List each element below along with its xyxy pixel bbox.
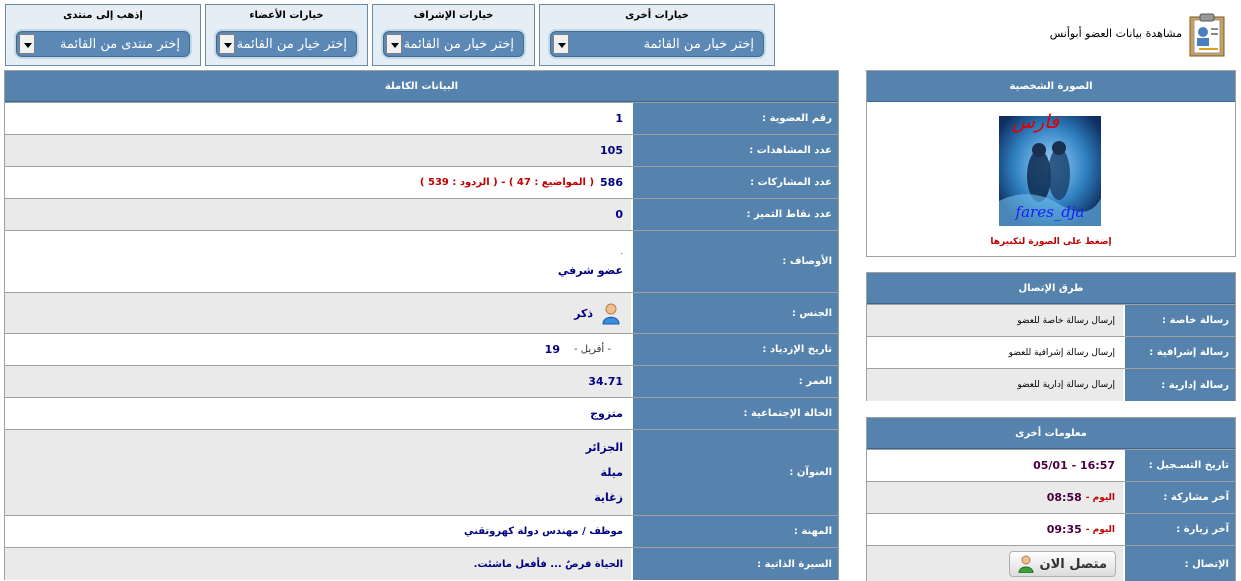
gender-label: الجنس : [631, 293, 838, 333]
other-info-panel [866, 417, 1236, 581]
birthday-value-cell [5, 334, 631, 365]
job-label: المهنة : [631, 516, 838, 547]
gender-row [5, 292, 838, 333]
age-row [5, 365, 838, 397]
gender-value-cell [5, 293, 631, 333]
contact-title: طرق الإتصال [867, 273, 1235, 304]
last-visit-prefix: اليوم - [1085, 524, 1115, 535]
private-message-label: رسالة خاصة : [1123, 305, 1235, 336]
other-info-title: معلومات أخرى [867, 418, 1235, 449]
last-visit-row [867, 513, 1235, 545]
address-country: الجزائر [585, 441, 623, 454]
last-post-row [867, 481, 1235, 513]
other-options-select[interactable] [548, 29, 766, 59]
posts-breakdown: ( المواضيع : 47 ) - ( الردود : 539 ) [419, 177, 595, 188]
points-label: عدد نقاط التميز : [631, 199, 838, 230]
status-row [867, 545, 1235, 581]
member-no-row [5, 102, 838, 134]
last-visit-value-cell [867, 514, 1123, 545]
avatar-panel [866, 70, 1236, 257]
job-row [5, 515, 838, 547]
avatar-overlay-bottom: fares_dja [1015, 203, 1085, 221]
address-state: ميلة [600, 466, 623, 479]
bio-label: السيرة الذاتية : [631, 548, 838, 580]
gender-value: ذكر [574, 306, 593, 320]
status-label: الإتصال : [1123, 546, 1235, 581]
registered-label: تاريخ التسـجيل : [1123, 450, 1235, 481]
last-visit-label: آخر زيارة : [1123, 514, 1235, 545]
age-label: العمر : [631, 366, 838, 397]
points-value: 0 [615, 208, 623, 221]
member-options-title: خيارات الأعضاء [249, 10, 324, 21]
member-options-select[interactable] [214, 29, 359, 59]
address-value-cell [5, 430, 631, 515]
posts-row [5, 166, 838, 198]
status-value-cell [867, 546, 1123, 581]
moderation-message-label: رسالة إشرافية : [1123, 337, 1235, 368]
other-options-select-value: إختر خيار من القائمة [643, 37, 754, 52]
views-label: عدد المشاهدات : [631, 135, 838, 166]
age-value: 34.71 [588, 375, 623, 388]
member-no-value: 1 [615, 112, 623, 125]
online-status-badge [1009, 551, 1116, 577]
marital-value: متزوج [590, 407, 623, 420]
moderation-options-select[interactable] [381, 29, 526, 59]
avatar-title: الصورة الشخصية [867, 71, 1235, 102]
chevron-down-icon[interactable] [553, 34, 569, 54]
views-value: 105 [600, 144, 623, 157]
titles-value: عضو شرفي [557, 263, 623, 277]
posts-value-cell [5, 167, 631, 198]
job-value: موظف / مهندس دولة كهروتقني [464, 526, 623, 537]
forum-jump-select-value: إختر منتدى من القائمة [59, 37, 180, 52]
posts-label: عدد المشاركات : [631, 167, 838, 198]
moderation-options-select-value: إختر خيار من القائمة [403, 37, 514, 52]
member-options-select-value: إختر خيار من القائمة [236, 37, 347, 52]
full-data-panel [4, 70, 839, 580]
send-private-message-link[interactable]: إرسال رسالة خاصة للعضو [1017, 315, 1115, 326]
user-male-icon [599, 301, 623, 325]
send-admin-message-link[interactable]: إرسال رسالة إدارية للعضو [1017, 380, 1115, 390]
registered-row [867, 449, 1235, 481]
last-post-time: 08:58 [1046, 491, 1082, 504]
titles-dot: . [620, 246, 623, 256]
birthday-day: 19 [544, 343, 560, 356]
avatar-caption[interactable]: إضغط على الصورة لتكبيرها [990, 237, 1112, 247]
birthday-label: تاريخ الإزدياد : [631, 334, 838, 365]
chevron-down-icon[interactable] [386, 34, 402, 54]
registered-value: 16:57 - 05/01 [1033, 459, 1115, 472]
address-city: زغاية [594, 491, 623, 504]
admin-message-label: رسالة إدارية : [1123, 369, 1235, 401]
page-title: مشاهدة بيانات العضو أبوأنس [1049, 27, 1182, 40]
moderation-options-box [372, 4, 535, 66]
address-row [5, 429, 838, 515]
bio-row [5, 547, 838, 580]
send-moderation-message-link[interactable]: إرسال رسالة إشرافية للعضو [1008, 347, 1115, 358]
chevron-down-icon[interactable] [219, 34, 235, 54]
titles-label: الأوصاف : [631, 231, 838, 292]
other-options-title: خيارات أخرى [625, 10, 689, 21]
moderation-options-title: خيارات الإشراف [413, 10, 494, 21]
last-post-prefix: اليوم - [1085, 492, 1115, 503]
birthday-row [5, 333, 838, 365]
user-online-icon [1018, 555, 1034, 573]
contact-row-moderation [867, 336, 1235, 368]
full-data-title: البيانات الكاملة [5, 71, 838, 102]
chevron-down-icon[interactable] [19, 34, 35, 54]
other-options-box [539, 4, 775, 66]
contact-row-private [867, 304, 1235, 336]
last-post-value-cell [867, 482, 1123, 513]
last-post-label: آخر مشاركة : [1123, 482, 1235, 513]
last-visit-time: 09:35 [1046, 523, 1082, 536]
contact-panel [866, 272, 1236, 401]
titles-row [5, 230, 838, 292]
member-options-box [205, 4, 368, 66]
posts-count: 586 [600, 176, 623, 189]
profile-card-icon [1187, 10, 1227, 58]
marital-row [5, 397, 838, 429]
bio-value: الحياة فرصٌ ... فأفعل ماشئت. [473, 558, 623, 570]
forum-jump-title: إذهب إلى منتدى [63, 10, 143, 21]
forum-jump-box [5, 4, 201, 66]
marital-label: الحالة الإجتماعية : [631, 398, 838, 429]
views-row [5, 134, 838, 166]
forum-jump-select[interactable] [14, 29, 192, 59]
contact-row-admin [867, 368, 1235, 401]
address-label: العنوآن : [631, 430, 838, 515]
titles-value-cell [5, 231, 631, 292]
online-status-text: متصل الان [1039, 556, 1107, 572]
avatar-overlay-top: فارس [1011, 111, 1059, 133]
points-row [5, 198, 838, 230]
birthday-month: - أفريل - [573, 344, 611, 355]
member-no-label: رقم العضوية : [631, 103, 838, 134]
